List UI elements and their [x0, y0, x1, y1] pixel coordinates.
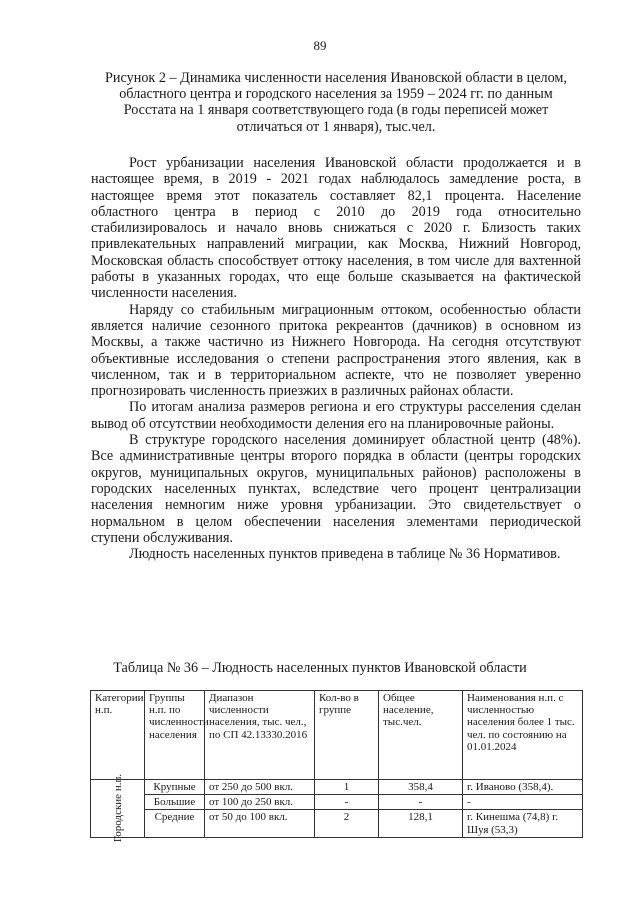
- count-cell: 2: [315, 810, 379, 837]
- names-cell: г. Кинешма (74,8) г. Шуя (53,3): [463, 810, 583, 837]
- range-cell: от 100 до 250 вкл.: [205, 795, 315, 810]
- population-cell: -: [379, 795, 463, 810]
- page-number: 89: [313, 38, 327, 53]
- figure-caption: Рисунок 2 – Динамика численности населения Ивановской области в целом, областного центра и городского населения за 1959 – 2024 гг. по данным Росстата на 1 января соответствующего года (в годы переписей может отличаться от 1 января), тыс.чел.: [105, 70, 567, 135]
- paragraph: По итогам анализа размеров региона и его структуры расселения сделан вывод об отсутствии необходимости деления его на планировочные районы.: [91, 399, 581, 432]
- header-population: Общее население, тыс.чел.: [379, 691, 463, 780]
- range-cell: от 50 до 100 вкл.: [205, 810, 315, 837]
- header-names: Наименования н.п. с численностью населения более 1 тыс. чел. по состоянию на 01.01.2024: [463, 691, 583, 780]
- table-title: Таблица № 36 – Людность населенных пунктов Ивановской области: [113, 660, 527, 676]
- table-row: [91, 795, 583, 810]
- group-cell: Средние: [145, 810, 205, 837]
- paragraph: Людность населенных пунктов приведена в таблице № 36 Нормативов.: [129, 546, 561, 563]
- names-cell: г. Иваново (358,4).: [463, 780, 583, 795]
- range-cell: от 250 до 500 вкл.: [205, 780, 315, 795]
- count-cell: 1: [315, 780, 379, 795]
- count-cell: -: [315, 795, 379, 810]
- population-cell: 358,4: [379, 780, 463, 795]
- category-label: Городские н.п.: [111, 774, 124, 843]
- group-cell: Большие: [145, 795, 205, 810]
- header-category: Категории н.п.: [91, 691, 145, 780]
- category-cell: [91, 774, 145, 843]
- body-text: [91, 155, 581, 562]
- table-row: [91, 810, 583, 837]
- table-header-row: [91, 691, 583, 780]
- population-table: [90, 690, 583, 843]
- paragraph: Рост урбанизации населения Ивановской области продолжается и в настоящее время, в 2019 - 2021 годах наблюдалось замедление роста, в настоящее время этот показатель составляет 82,1 процента. Население областного центра в период с 2010 до 2019 года относительно стабилизировалось и начало вновь снижаться с 2020 г. Близость таких привлекательных направлений миграции, как Москва, Нижний Новгород, Московская область способствует оттоку населения, в том числе для вахтенной работы в указанных городах, что еще больше сказывается на фактической численности населения.: [91, 155, 581, 302]
- paragraph: В структуре городского населения доминирует областной центр (48%). Все административные центры второго порядка в области (центры городских округов, муниципальных округов, муниципальных районов) расположены в городских населенных пунктах, вследствие чего процент централизации населения немногим ниже уровня урбанизации. Это свидетельствует о нормальном в целом обеспечении населения элементами периодической ступени обслуживания.: [91, 432, 581, 546]
- paragraph: Наряду со стабильным миграционным оттоком, особенностью области является наличие сезонного притока рекреантов (дачников) в основном из Москвы, а также частично из Нижнего Новгорода. На сегодня отсутствуют объективные исследования о степени распространения этого явления, как в численном, так и в территориальном аспекте, что не позволяет уверенно прогнозировать численность приезжих в различных районах области.: [91, 301, 581, 400]
- table-row: [91, 780, 583, 795]
- population-cell: 128,1: [379, 810, 463, 837]
- group-cell: Крупные: [145, 780, 205, 795]
- header-group: Группы н.п. по численности населения: [145, 691, 205, 780]
- header-count: Кол-во в группе: [315, 691, 379, 780]
- header-range: Диапазон численности населения, тыс. чел., по СП 42.13330.2016: [205, 691, 315, 780]
- names-cell: -: [463, 795, 583, 810]
